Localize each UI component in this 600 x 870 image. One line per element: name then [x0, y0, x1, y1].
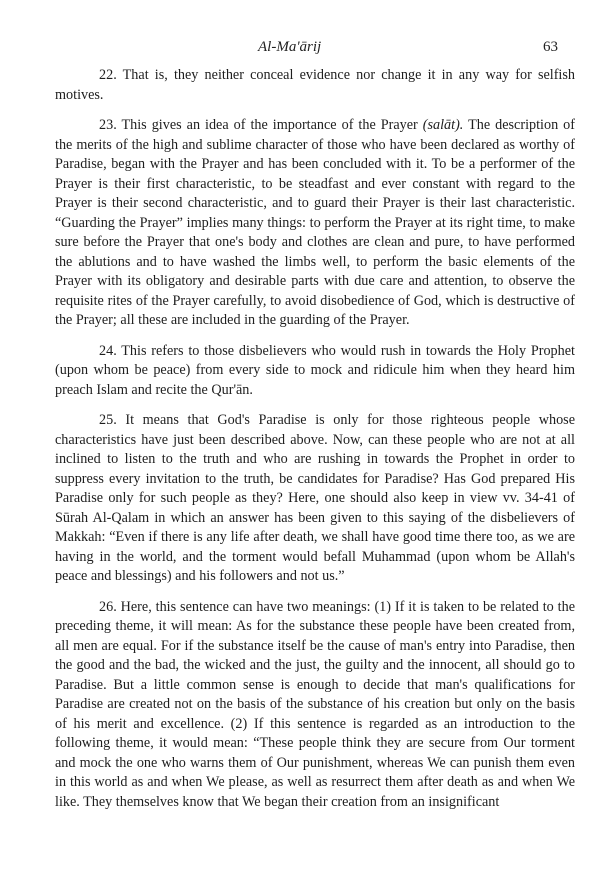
note-text: Here, this sentence can have two meanings: (1) If it is taken to be related to the preceding theme, it will mean: As for the substance these people have been created from, all men are equal. For if the substance itself be the cause of man's entry into Paradise, then the good and the bad, the wicked and the just, the guilty and the innocent, all should go to Paradise. But a little common sense is enough to decide that man's qualifications for Paradise are created not on the basis of the substance of his creation but only on the basis of his merit and excellence. (2) If this sentence is regarded as an introduction to the following theme, it would mean: “These people think they are secure from Our torment and mock the one who warns them of Our punishment, whereas We can punish them even in this world as and when We please, as well as resurrect them after death as and when We like. They themselves know that We began their creation from an insignificant — [55, 598, 576, 810]
note-number: 22. — [99, 67, 117, 83]
note-number: 25. — [99, 412, 117, 428]
note-25 — [55, 411, 575, 587]
note-24 — [55, 342, 575, 401]
notes-body — [55, 66, 575, 823]
note-text: That is, they neither conceal evidence nor change it in any way for selfish motives. — [55, 67, 575, 103]
running-head — [0, 39, 600, 59]
note-text-lead: This gives an idea of the importance of the Prayer — [121, 117, 423, 133]
note-23 — [55, 116, 575, 331]
note-number: 26. — [99, 598, 117, 615]
note-26 — [55, 598, 575, 813]
note-22 — [55, 66, 575, 105]
note-text: The description of the merits of the high and sublime character of those who have been declared as worthy of Paradise, began with the Prayer and has been concluded with it. To be a performer of the Prayer is their first characteristic, to be steadfast and ever constant with regard to the Prayer is their second characteristic, and to guard their Prayer is their last characteristic. “Guarding the Prayer” implies many things: to perform the Prayer at its right time, to make sure before the Prayer that one's body and clothes are clean and pure, to have performed the ablutions and to have washed the limbs well, to perform the basic elements of the Prayer with its obligatory and desirable parts with due care and attention, to observe the requisite rites of the Prayer carefully, to avoid disobedience of God, which is destructive of the Prayer; all these are included in the guarding of the Prayer. — [55, 117, 575, 328]
page-number: 63 — [543, 39, 558, 55]
note-text: It means that God's Paradise is only for those righteous people whose characteristics have just been described above. Now, can these people who are not at all inclined to listen to the truth and who are rushing in towards the Prophet in order to suppress every invitation to the truth, be candidates for Paradise? Has God prepared His Paradise only for such people as they? Here, one should also keep in view vv. 34-41 of Sūrah Al-Qalam in which an answer has been given to this saying of the disbelievers of Makkah: “Even if there is any life after death, we shall have good time there too, as we are having in the world, and the torment would befall Muhammad (upon whom be Allah's peace and blessings) and his followers and not us.” — [55, 412, 575, 584]
running-title: Al-Ma'ārij — [258, 39, 322, 55]
note-term-italic: (salāt). — [422, 117, 464, 133]
note-number: 23. — [99, 117, 117, 133]
note-text: This refers to those disbelievers who would rush in towards the Holy Prophet (upon whom be peace) from every side to mock and ridicule him when they heard him preach Islam and recite the Qur'ān. — [55, 342, 575, 398]
note-number: 24. — [99, 342, 117, 359]
